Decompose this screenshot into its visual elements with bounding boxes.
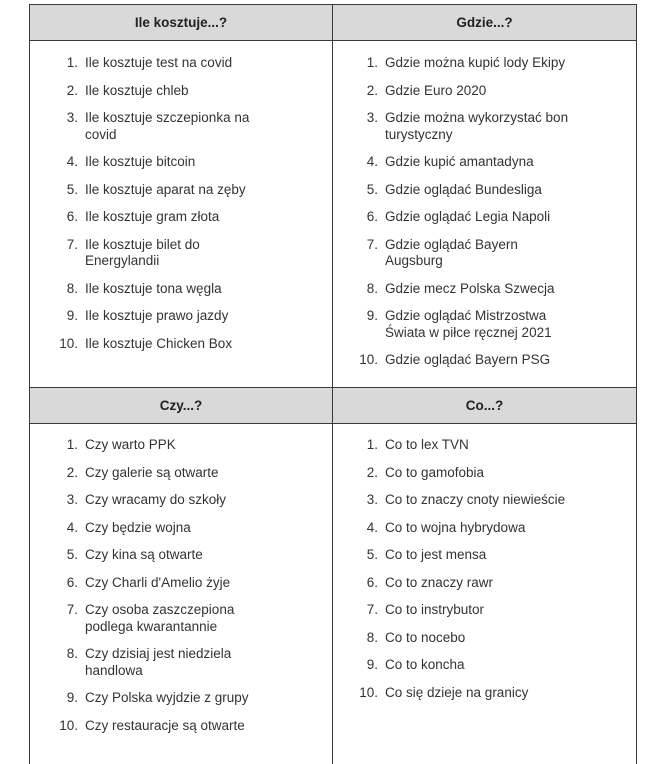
list-item bbox=[56, 209, 256, 226]
list-item bbox=[56, 281, 256, 298]
list-item-number: 5. bbox=[366, 547, 378, 562]
list-item-text: Czy kina są otwarte bbox=[85, 547, 203, 562]
header-co bbox=[333, 388, 636, 423]
list-item bbox=[356, 209, 578, 226]
list-item-number: 10. bbox=[59, 335, 78, 351]
list-item bbox=[56, 492, 256, 509]
list-item-text: Gdzie oglądać Bundesliga bbox=[385, 181, 542, 197]
list-item-text: Czy będzie wojna bbox=[85, 519, 191, 535]
list-item-number: 8. bbox=[366, 280, 378, 296]
list-item bbox=[56, 154, 256, 171]
list-item bbox=[356, 465, 578, 482]
list-item-text: Gdzie Euro 2020 bbox=[385, 82, 487, 98]
list-item-text: Co to jest mensa bbox=[385, 547, 487, 562]
list-item-text: Co się dzieje na granicy bbox=[385, 684, 529, 700]
list-item bbox=[356, 237, 578, 270]
list-item-text: Gdzie oglądać Bayern PSG bbox=[385, 352, 551, 367]
list-item-text: Gdzie można wykorzystać bon turystyczny bbox=[385, 110, 569, 142]
list-item-number: 2. bbox=[66, 464, 78, 480]
list-item-text: Ile kosztuje aparat na zęby bbox=[85, 181, 246, 197]
header-gdzie bbox=[333, 5, 636, 40]
list-item bbox=[356, 492, 578, 509]
list-item bbox=[356, 602, 578, 619]
list-item bbox=[56, 646, 256, 679]
list-item bbox=[56, 83, 256, 100]
list-item bbox=[356, 630, 578, 647]
list-item-text: Co to instrybutor bbox=[385, 602, 485, 617]
list-item bbox=[56, 55, 256, 72]
list-item-number: 5. bbox=[366, 181, 378, 197]
list-item-text: Co to lex TVN bbox=[385, 437, 469, 452]
list-item bbox=[56, 182, 256, 199]
list-item-text: Gdzie mecz Polska Szwecja bbox=[385, 280, 555, 296]
list-item-text: Czy warto PPK bbox=[85, 437, 176, 452]
list-item-text: Co to gamofobia bbox=[385, 464, 485, 480]
list-item-number: 1. bbox=[366, 437, 378, 452]
list-item bbox=[56, 465, 256, 482]
header-label: Ile kosztuje...? bbox=[134, 15, 228, 30]
list-item-text: Co to znaczy cnoty niewieście bbox=[385, 492, 566, 507]
list-item-number: 4. bbox=[66, 154, 78, 169]
list-item bbox=[356, 437, 578, 454]
list-item-number: 3. bbox=[66, 110, 78, 125]
list-item-number: 10. bbox=[359, 352, 378, 367]
list-item-text: Gdzie oglądać Mistrzostwa Świata w piłce ręcznej 2021 bbox=[385, 308, 552, 340]
list-item-number: 7. bbox=[366, 602, 378, 617]
list-item-text: Czy restauracje są otwarte bbox=[85, 717, 245, 733]
list-item-text: Gdzie kupić amantadyna bbox=[385, 154, 534, 169]
list-czy bbox=[56, 437, 256, 745]
list-item bbox=[356, 83, 578, 100]
list-item-number: 9. bbox=[66, 308, 78, 323]
list-item bbox=[56, 547, 256, 564]
list-item-text: Ile kosztuje szczepionka na covid bbox=[85, 110, 250, 142]
list-item-text: Ile kosztuje bilet do Energylandii bbox=[85, 236, 200, 268]
list-item-number: 6. bbox=[366, 574, 378, 590]
list-item-number: 9. bbox=[366, 657, 378, 672]
list-gdzie bbox=[356, 55, 578, 380]
list-item-number: 9. bbox=[366, 308, 378, 323]
list-item-text: Ile kosztuje prawo jazdy bbox=[85, 308, 229, 323]
list-item-text: Czy Charli d'Amelio żyje bbox=[85, 574, 231, 590]
list-item bbox=[356, 352, 578, 369]
list-item-number: 6. bbox=[66, 209, 78, 224]
list-item-number: 6. bbox=[66, 574, 78, 590]
list-item-number: 7. bbox=[66, 236, 78, 252]
list-item-text: Co to wojna hybrydowa bbox=[385, 519, 526, 535]
list-item-number: 3. bbox=[66, 492, 78, 507]
header-label: Czy...? bbox=[159, 398, 203, 413]
list-item-number: 2. bbox=[66, 82, 78, 98]
list-item bbox=[56, 437, 256, 454]
list-item-number: 5. bbox=[66, 181, 78, 197]
list-item bbox=[56, 575, 256, 592]
list-item bbox=[56, 690, 256, 707]
list-item-number: 2. bbox=[366, 82, 378, 98]
list-item-number: 3. bbox=[366, 110, 378, 125]
list-item-number: 1. bbox=[66, 437, 78, 452]
list-item-text: Ile kosztuje Chicken Box bbox=[85, 335, 233, 351]
list-item-number: 4. bbox=[366, 154, 378, 169]
list-item-number: 1. bbox=[366, 55, 378, 70]
header-ile-kosztuje bbox=[30, 5, 332, 40]
list-item-text: Ile kosztuje tona węgla bbox=[85, 280, 222, 296]
column-divider bbox=[332, 4, 333, 764]
list-item-number: 8. bbox=[66, 280, 78, 296]
list-co bbox=[356, 437, 578, 712]
list-item-number: 6. bbox=[366, 209, 378, 224]
list-item-text: Czy dzisiaj jest niedziela handlowa bbox=[85, 646, 232, 678]
list-item bbox=[56, 237, 256, 270]
list-item bbox=[356, 182, 578, 199]
list-item-text: Ile kosztuje bitcoin bbox=[85, 154, 196, 169]
list-item-number: 7. bbox=[366, 236, 378, 252]
list-item-text: Czy Polska wyjdzie z grupy bbox=[85, 690, 249, 705]
header-divider-top bbox=[30, 40, 636, 41]
list-item-text: Gdzie oglądać Legia Napoli bbox=[385, 209, 551, 224]
list-item-text: Czy wracamy do szkoły bbox=[85, 492, 227, 507]
header-label: Gdzie...? bbox=[456, 15, 513, 30]
list-item-text: Co to znaczy rawr bbox=[385, 574, 494, 590]
list-item bbox=[56, 718, 256, 735]
list-item bbox=[56, 336, 256, 353]
list-item-number: 3. bbox=[366, 492, 378, 507]
list-item-number: 4. bbox=[366, 519, 378, 535]
list-item bbox=[356, 685, 578, 702]
list-item-text: Gdzie oglądać Bayern Augsburg bbox=[385, 236, 518, 268]
list-item bbox=[356, 154, 578, 171]
list-item-number: 4. bbox=[66, 519, 78, 535]
header-label: Co...? bbox=[465, 398, 504, 413]
list-item-number: 10. bbox=[59, 717, 78, 733]
list-item-number: 2. bbox=[366, 464, 378, 480]
list-ile-kosztuje bbox=[56, 55, 256, 363]
list-item bbox=[356, 547, 578, 564]
list-item-text: Co to nocebo bbox=[385, 629, 466, 645]
list-item bbox=[356, 110, 578, 143]
list-item bbox=[356, 657, 578, 674]
list-item bbox=[356, 281, 578, 298]
header-czy bbox=[30, 388, 332, 423]
list-item-text: Ile kosztuje gram złota bbox=[85, 209, 220, 224]
list-item-number: 1. bbox=[66, 55, 78, 70]
list-item bbox=[356, 308, 578, 341]
list-item bbox=[56, 110, 256, 143]
list-item-text: Czy galerie są otwarte bbox=[85, 464, 219, 480]
list-item-number: 8. bbox=[366, 629, 378, 645]
list-item-number: 10. bbox=[359, 684, 378, 700]
list-item-text: Ile kosztuje chleb bbox=[85, 82, 189, 98]
list-item bbox=[356, 520, 578, 537]
list-item-number: 7. bbox=[66, 602, 78, 617]
list-item bbox=[56, 308, 256, 325]
list-item bbox=[56, 602, 256, 635]
list-item-text: Ile kosztuje test na covid bbox=[85, 55, 233, 70]
list-item bbox=[56, 520, 256, 537]
list-item-text: Czy osoba zaszczepiona podlega kwarantannie bbox=[85, 602, 235, 634]
header-divider-bottom bbox=[30, 423, 636, 424]
list-item-number: 5. bbox=[66, 547, 78, 562]
list-item-number: 9. bbox=[66, 690, 78, 705]
list-item-text: Co to koncha bbox=[385, 657, 465, 672]
list-item-number: 8. bbox=[66, 646, 78, 661]
list-item-text: Gdzie można kupić lody Ekipy bbox=[385, 55, 566, 70]
list-item bbox=[356, 575, 578, 592]
list-item bbox=[356, 55, 578, 72]
